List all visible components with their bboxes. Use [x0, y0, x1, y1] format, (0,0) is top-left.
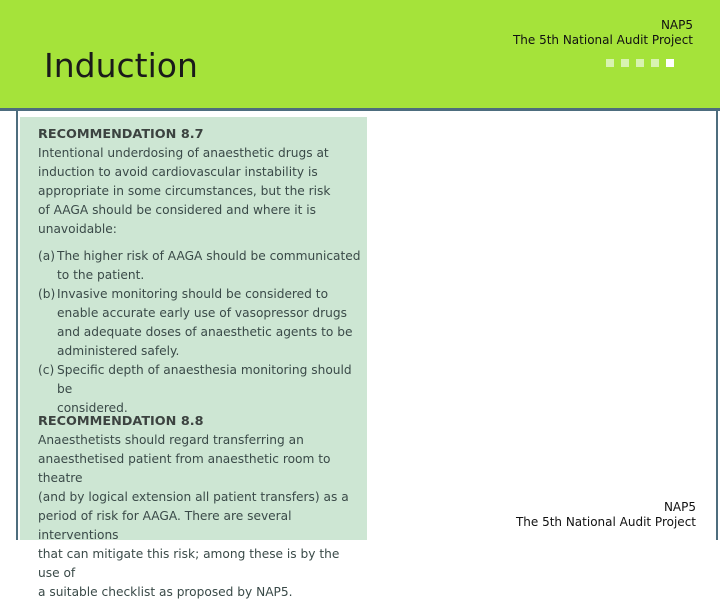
recommendation-line: that can mitigate this risk; among these is by the use of	[38, 547, 340, 580]
slide-title: Induction	[44, 46, 198, 85]
list-item-line: The higher risk of AAGA should be communicated	[57, 249, 361, 263]
recommendation-line: (and by logical extension all patient transfers) as a	[38, 490, 349, 504]
recommendation-8-8	[38, 412, 361, 602]
recommendation-8-7	[38, 125, 361, 418]
footer-brand-line1: NAP5	[663, 500, 696, 514]
recommendation-line: unavoidable:	[38, 222, 117, 236]
list-item	[38, 247, 361, 285]
header-brand-line1: NAP5	[660, 18, 693, 32]
square-icon	[621, 59, 629, 67]
list-item-label: (a)	[38, 249, 55, 263]
recommendation-line: Anaesthetists should regard transferring an	[38, 433, 304, 447]
list-item-line: administered safely.	[57, 344, 180, 358]
square-icon	[606, 59, 614, 67]
square-icon	[666, 59, 674, 67]
recommendation-line: period of risk for AAGA. There are several interventions	[38, 509, 292, 542]
recommendation-line: induction to avoid cardiovascular instability is	[38, 165, 318, 179]
list-item-label: (b)	[38, 287, 56, 301]
footer-brand	[516, 500, 696, 530]
recommendation-heading: RECOMMENDATION 8.8	[38, 414, 204, 429]
list-item-line: and adequate doses of anaesthetic agents to be	[57, 325, 353, 339]
header-bar	[0, 0, 720, 108]
list-item	[38, 361, 361, 418]
list-item-line: to the patient.	[57, 268, 145, 282]
recommendation-line: of AAGA should be considered and where it is	[38, 203, 317, 217]
recommendation-line: anaesthetised patient from anaesthetic room to theatre	[38, 452, 331, 485]
list-item-line: considered.	[57, 401, 128, 415]
square-icon	[651, 59, 659, 67]
list-item-line: Invasive monitoring should be considered to	[57, 287, 329, 301]
recommendation-line: appropriate in some circumstances, but the risk	[38, 184, 331, 198]
list-item-line: Specific depth of anaesthesia monitoring should be	[57, 363, 352, 396]
square-icon	[636, 59, 644, 67]
recommendation-line: a suitable checklist as proposed by NAP5.	[38, 585, 293, 599]
header-brand	[513, 18, 693, 48]
decorative-squares	[606, 59, 674, 67]
list-item-line: enable accurate early use of vasopressor drugs	[57, 306, 347, 320]
recommendation-heading: RECOMMENDATION 8.7	[38, 127, 204, 142]
footer-brand-line2: The 5th National Audit Project	[515, 515, 696, 529]
recommendation-line: Intentional underdosing of anaesthetic drugs at	[38, 146, 329, 160]
header-brand-line2: The 5th National Audit Project	[512, 33, 693, 47]
list-item	[38, 285, 361, 361]
list-item-label: (c)	[38, 363, 55, 377]
recommendations-panel	[20, 117, 367, 599]
